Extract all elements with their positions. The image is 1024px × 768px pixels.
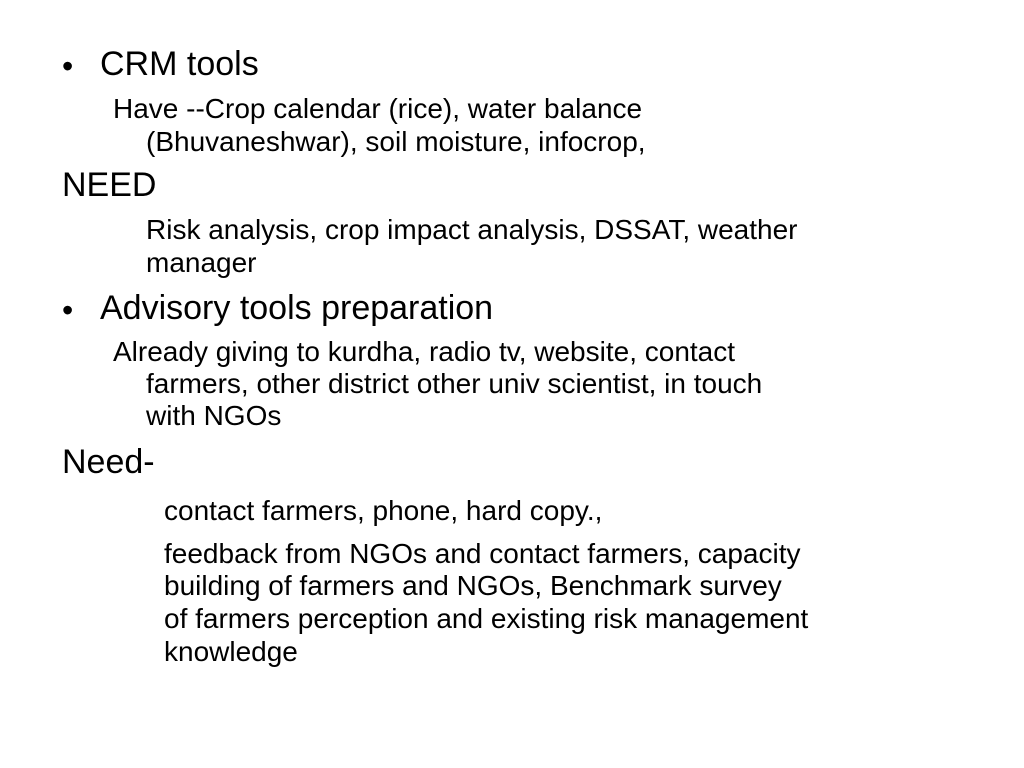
have-line-2: (Bhuvaneshwar), soil moisture, infocrop,	[146, 126, 646, 157]
have-line-1: Have --Crop calendar (rice), water balance	[113, 93, 643, 124]
need-item-2-line-4: knowledge	[164, 636, 298, 667]
heading-crm-tools: CRM tools	[100, 45, 259, 83]
bullet-advisory-tools: •	[62, 292, 74, 328]
need-item-2-line-1: feedback from NGOs and contact farmers, capacity	[164, 538, 801, 569]
need-item-2-line-2: building of farmers and NGOs, Benchmark survey	[164, 570, 782, 601]
need-item-1: contact farmers, phone, hard copy.,	[164, 495, 603, 526]
already-line-3: with NGOs	[146, 400, 282, 431]
already-line-2: farmers, other district other univ scientist, in touch	[146, 368, 763, 399]
need-dash-label: Need-	[62, 443, 155, 481]
heading-advisory-tools: Advisory tools preparation	[100, 289, 494, 327]
need-label: NEED	[62, 166, 157, 204]
need-line-2: manager	[146, 247, 257, 278]
already-line-1: Already giving to kurdha, radio tv, website, contact	[113, 336, 736, 367]
need-item-2-line-3: of farmers perception and existing risk management	[164, 603, 809, 634]
bullet-crm-tools: •	[62, 48, 74, 84]
need-line-1: Risk analysis, crop impact analysis, DSSAT, weather	[146, 214, 798, 245]
